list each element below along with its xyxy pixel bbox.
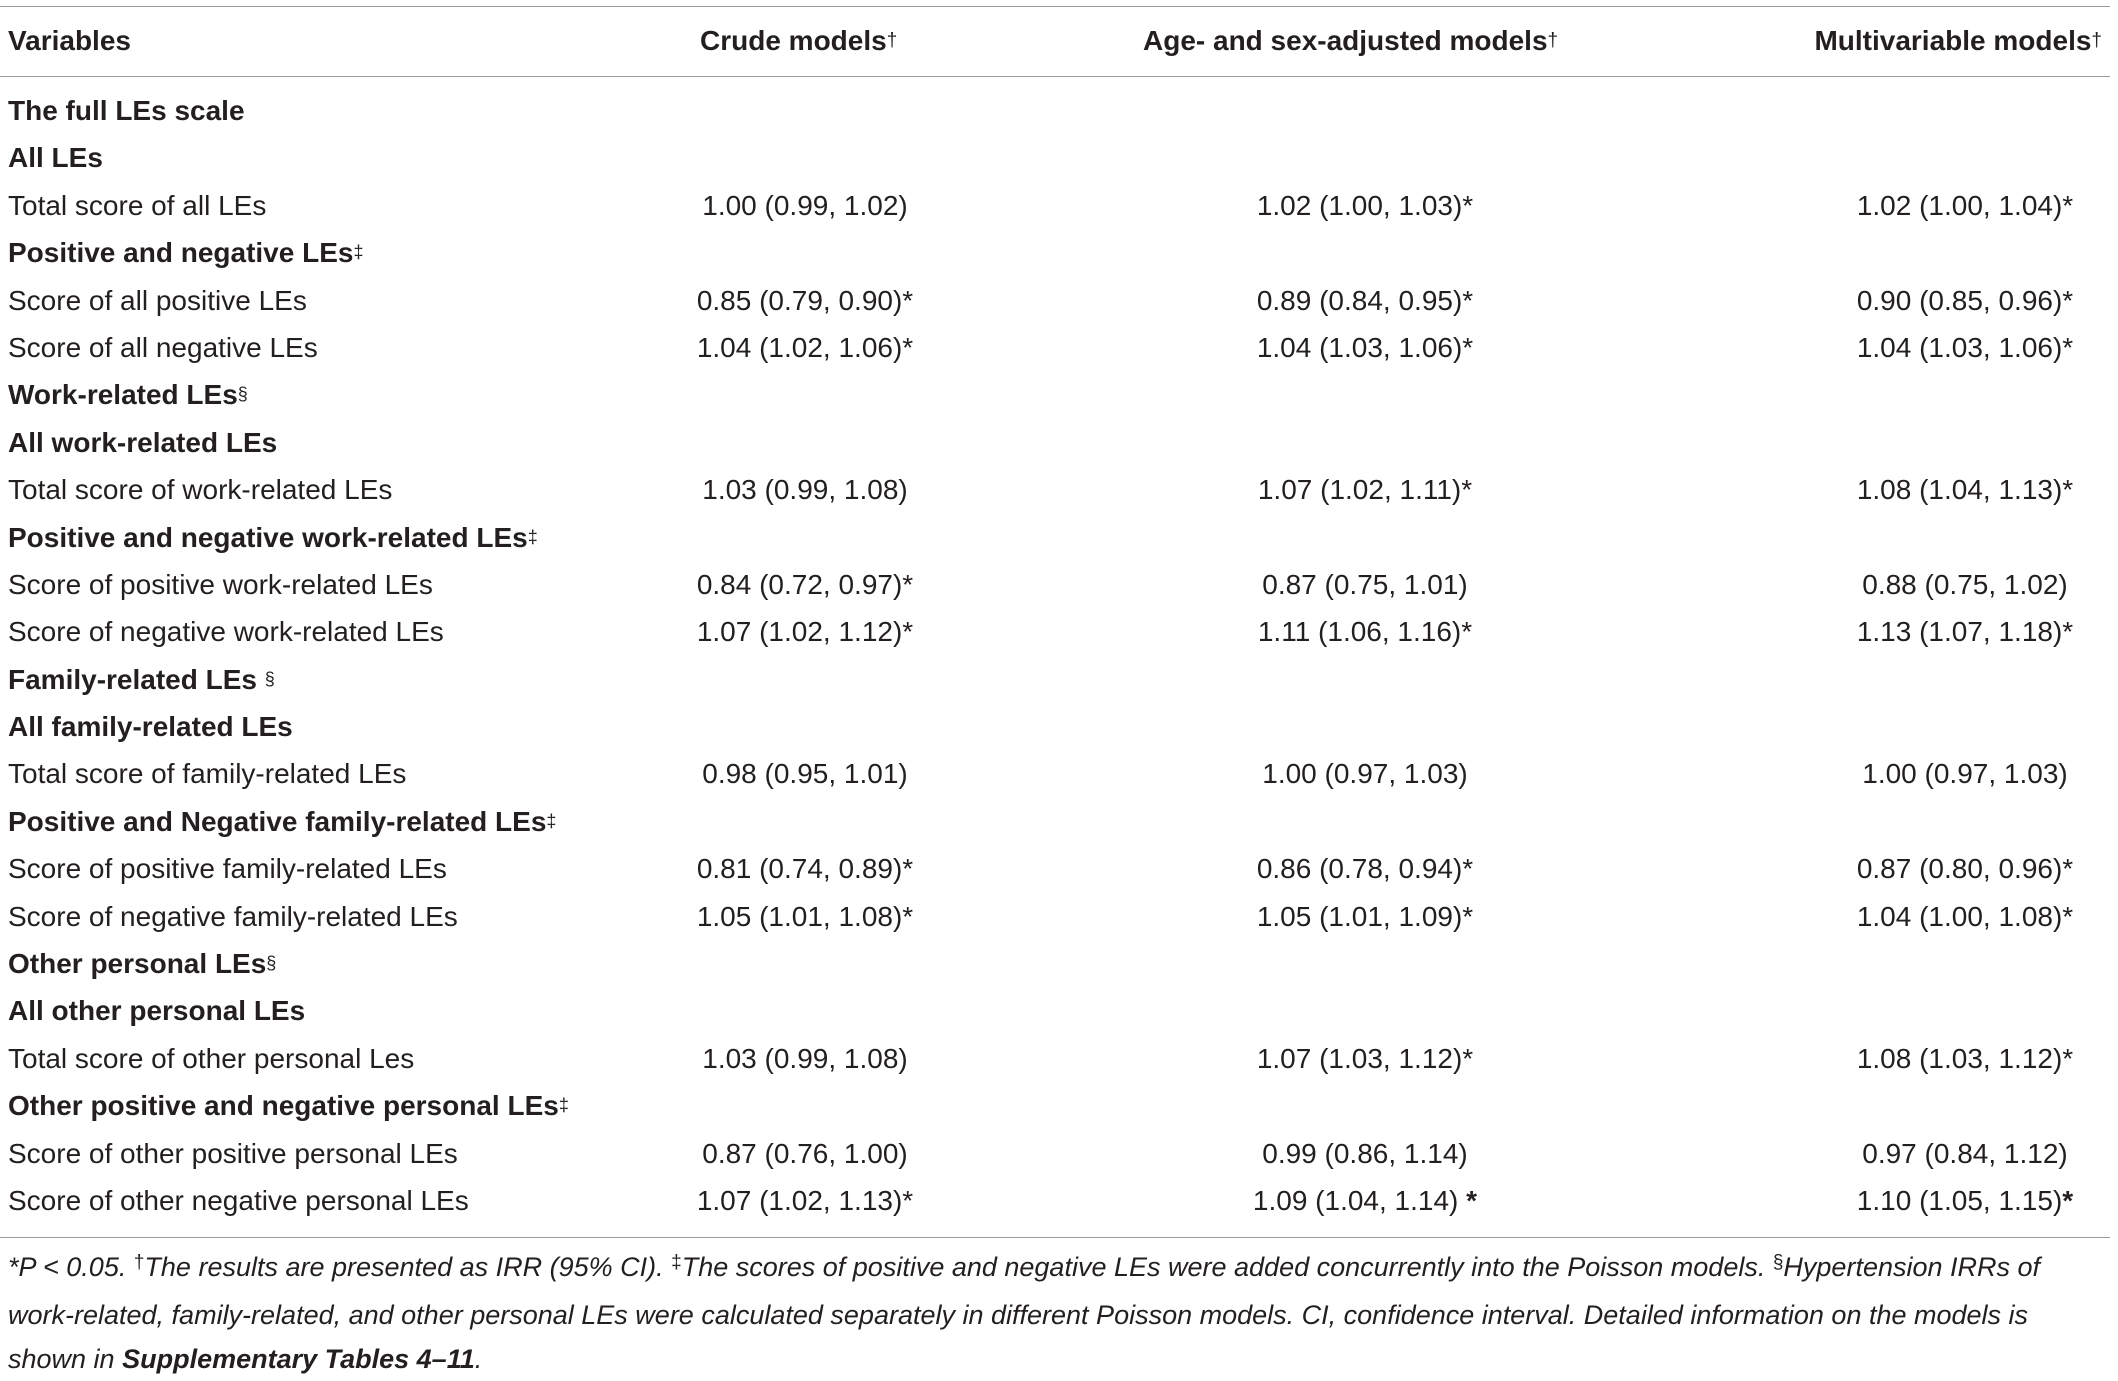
crude-value-cell — [625, 893, 985, 940]
table-row — [0, 466, 2110, 513]
footnote-marker: § — [266, 953, 277, 974]
cell-value: 1.04 (1.03, 1.06)* — [1856, 331, 2074, 363]
row-label-text: Score of other negative personal LEs — [8, 1184, 469, 1216]
section-header-row — [0, 419, 2110, 466]
row-label-text: All family-related LEs — [8, 711, 293, 743]
cell-value: 1.07 (1.02, 1.12)* — [696, 616, 914, 648]
footnote-marker: ‡ — [546, 810, 557, 831]
table-row — [0, 893, 2110, 940]
row-label — [8, 987, 305, 1034]
crude-value-cell — [625, 324, 985, 371]
row-label — [8, 750, 406, 797]
multivariable-value-cell — [1785, 277, 2118, 324]
multivariable-value-cell — [1785, 893, 2118, 940]
multivariable-value-cell — [1785, 608, 2118, 655]
age-sex-value-cell — [1185, 324, 1545, 371]
multivariable-value-cell — [1785, 1130, 2118, 1177]
bottom-rule — [0, 1237, 2110, 1238]
significance-marker: * — [2062, 1184, 2074, 1216]
cell-value: 0.89 (0.84, 0.95)* — [1256, 284, 1474, 316]
cell-value: 1.04 (1.03, 1.06)* — [1256, 331, 1474, 363]
cell-value: 1.04 (1.02, 1.06)* — [696, 331, 914, 363]
table-row — [0, 845, 2110, 892]
section-header-row — [0, 987, 2110, 1034]
row-label — [8, 277, 307, 324]
multivariable-value-cell — [1785, 845, 2118, 892]
row-label — [8, 134, 103, 181]
row-label — [8, 561, 433, 608]
row-label-text: Family-related LEs — [8, 663, 265, 695]
row-label — [8, 656, 275, 707]
cell-value: 1.05 (1.01, 1.08)* — [696, 900, 914, 932]
row-label-text: The full LEs scale — [8, 95, 245, 126]
cell-value: 1.04 (1.00, 1.08)* — [1856, 900, 2074, 932]
cell-value: 1.07 (1.02, 1.13)* — [696, 1184, 914, 1216]
row-label — [8, 1035, 414, 1082]
row-label-text: All LEs — [8, 142, 103, 174]
cell-value: 0.81 (0.74, 0.89)* — [696, 853, 914, 885]
multivariable-value-cell — [1785, 561, 2118, 608]
header-crude-models: Crude models† — [700, 25, 898, 56]
row-label-text: Other positive and negative personal LEs — [8, 1090, 559, 1122]
cell-value: 0.97 (0.84, 1.12) — [1862, 1137, 2068, 1169]
age-sex-value-cell — [1185, 893, 1545, 940]
cell-value: 0.88 (0.75, 1.02) — [1862, 568, 2068, 600]
cell-value: 1.07 (1.03, 1.12)* — [1256, 1042, 1474, 1074]
cell-value: 1.00 (0.97, 1.03) — [1862, 758, 2068, 790]
row-label-text: All work-related LEs — [8, 426, 278, 458]
section-header-row — [0, 1082, 2110, 1129]
cell-value: 1.02 (1.00, 1.03)* — [1256, 189, 1474, 221]
row-label — [8, 371, 248, 422]
cell-value: 1.10 (1.05, 1.15) — [1856, 1184, 2063, 1216]
row-label-text: Score of negative family-related LEs — [8, 900, 458, 932]
age-sex-value-cell — [1185, 182, 1545, 229]
multivariable-value-cell — [1785, 324, 2118, 371]
table-row — [0, 324, 2110, 371]
row-label-text: Total score of family-related LEs — [8, 758, 407, 790]
row-label-text: Positive and negative work-related LEs — [8, 521, 528, 553]
cell-value: 1.00 (0.97, 1.03) — [1262, 758, 1468, 790]
row-label-text: All other personal LEs — [8, 995, 306, 1027]
row-label-text: Other personal LEs — [8, 948, 267, 980]
cell-value: 1.09 (1.04, 1.14) — [1252, 1184, 1467, 1216]
age-sex-value-cell — [1185, 608, 1545, 655]
footnote-marker: ‡ — [527, 526, 538, 547]
cell-value: 0.87 (0.75, 1.01) — [1262, 568, 1468, 600]
cell-value: 1.07 (1.02, 1.11)* — [1257, 474, 1473, 506]
row-label-text: Score of other positive personal LEs — [8, 1137, 458, 1169]
row-label — [8, 182, 266, 229]
crude-value-cell — [625, 182, 985, 229]
row-label-text: Score of positive family-related LEs — [8, 853, 447, 885]
crude-value-cell — [625, 750, 985, 797]
footnote-marker: § — [264, 668, 275, 689]
cell-value: 0.87 (0.80, 0.96)* — [1856, 853, 2074, 885]
row-label — [8, 1130, 458, 1177]
header-age-sex-adjusted-models: Age- and sex-adjusted models† — [1143, 25, 1559, 56]
table-row — [0, 277, 2110, 324]
row-label — [8, 845, 447, 892]
crude-value-cell — [625, 561, 985, 608]
cell-value: 0.87 (0.76, 1.00) — [702, 1137, 908, 1169]
row-label — [8, 893, 458, 940]
multivariable-value-cell — [1785, 182, 2118, 229]
section-header-row — [0, 514, 2110, 561]
cell-value: 0.90 (0.85, 0.96)* — [1856, 284, 2074, 316]
multivariable-value-cell — [1785, 1035, 2118, 1082]
cell-value: 0.84 (0.72, 0.97)* — [696, 568, 914, 600]
cell-value: 0.99 (0.86, 1.14) — [1262, 1137, 1468, 1169]
header-variables: Variables — [8, 25, 131, 56]
table-footnote: *P < 0.05. †The results are presented as IRR (95% CI). ‡The scores of positive and negative LEs were added concurrently into the Poisson models. §Hypertension IRRs of work-related, family-related, and other personal LEs were calculated separately in different Poisson models. CI, confidence interval. Detailed information on the models is shown in Supplementary Tables 4–11. — [8, 1252, 2041, 1374]
cell-value: 0.85 (0.79, 0.90)* — [696, 284, 914, 316]
row-label — [8, 87, 245, 134]
table-header — [0, 6, 2110, 76]
crude-value-cell — [625, 1177, 985, 1224]
header-rule — [0, 76, 2110, 77]
cell-value: 1.03 (0.99, 1.08) — [702, 474, 908, 506]
row-label-text: Total score of other personal Les — [8, 1042, 415, 1074]
cell-value: 1.02 (1.00, 1.04)* — [1856, 189, 2074, 221]
cell-value: 0.98 (0.95, 1.01) — [702, 758, 908, 790]
footnote-marker: § — [237, 384, 248, 405]
row-label — [8, 466, 392, 513]
row-label-text: Score of all positive LEs — [8, 284, 307, 316]
table-row — [0, 1177, 2110, 1224]
table-row — [0, 1035, 2110, 1082]
table-row — [0, 608, 2110, 655]
age-sex-value-cell — [1185, 1177, 1545, 1224]
age-sex-value-cell — [1185, 277, 1545, 324]
section-header-row — [0, 656, 2110, 703]
row-label — [8, 229, 363, 280]
table-row — [0, 561, 2110, 608]
multivariable-value-cell — [1785, 1177, 2118, 1224]
section-header-row — [0, 798, 2110, 845]
cell-value: 1.03 (0.99, 1.08) — [702, 1042, 908, 1074]
row-label — [8, 419, 277, 466]
age-sex-value-cell — [1185, 1035, 1545, 1082]
footnote-marker: ‡ — [558, 1095, 569, 1116]
cell-value: 1.00 (0.99, 1.02) — [702, 189, 908, 221]
multivariable-value-cell — [1785, 466, 2118, 513]
footnote-marker: ‡ — [353, 242, 364, 263]
row-label — [8, 1082, 569, 1133]
crude-value-cell — [625, 466, 985, 513]
crude-value-cell — [625, 608, 985, 655]
age-sex-value-cell — [1185, 561, 1545, 608]
row-label — [8, 940, 276, 991]
age-sex-value-cell — [1185, 466, 1545, 513]
multivariable-value-cell — [1785, 750, 2118, 797]
crude-value-cell — [625, 845, 985, 892]
age-sex-value-cell — [1185, 845, 1545, 892]
table-row — [0, 1130, 2110, 1177]
age-sex-value-cell — [1185, 750, 1545, 797]
cell-value: 1.05 (1.01, 1.09)* — [1256, 900, 1474, 932]
crude-value-cell — [625, 1035, 985, 1082]
row-label-text: Positive and Negative family-related LEs — [8, 805, 547, 837]
significance-marker: * — [1466, 1184, 1478, 1216]
supplementary-tables-reference: Supplementary Tables 4–11 — [122, 1344, 475, 1374]
row-label-text: Work-related LEs — [8, 379, 238, 411]
row-label-text: Score of negative work-related LEs — [8, 616, 444, 648]
section-header-row — [0, 371, 2110, 418]
row-label-text: Positive and negative LEs — [8, 237, 354, 269]
section-header-row — [0, 940, 2110, 987]
section-header-row — [0, 703, 2110, 750]
row-label-text: Total score of all LEs — [8, 189, 267, 221]
row-label — [8, 1177, 469, 1224]
section-header-row — [0, 229, 2110, 276]
cell-value: 1.11 (1.06, 1.16)* — [1257, 616, 1473, 648]
table-body — [0, 87, 2110, 1224]
table-row — [0, 182, 2110, 229]
cell-value: 1.08 (1.03, 1.12)* — [1856, 1042, 2074, 1074]
row-label-text: Score of positive work-related LEs — [8, 568, 433, 600]
row-label — [8, 324, 318, 371]
row-label-text: Total score of work-related LEs — [8, 474, 393, 506]
cell-value: 1.13 (1.07, 1.18)* — [1856, 616, 2074, 648]
crude-value-cell — [625, 1130, 985, 1177]
section-header-row — [0, 134, 2110, 181]
row-label — [8, 798, 556, 849]
row-label — [8, 608, 444, 655]
table-row — [0, 750, 2110, 797]
row-label — [8, 703, 293, 750]
row-label-text: Score of all negative LEs — [8, 331, 318, 363]
header-multivariable-models: Multivariable models† — [1814, 25, 2102, 56]
row-label — [8, 514, 538, 565]
cell-value: 0.86 (0.78, 0.94)* — [1256, 853, 1474, 885]
crude-value-cell — [625, 277, 985, 324]
age-sex-value-cell — [1185, 1130, 1545, 1177]
section-header-row — [0, 87, 2110, 134]
cell-value: 1.08 (1.04, 1.13)* — [1856, 474, 2074, 506]
